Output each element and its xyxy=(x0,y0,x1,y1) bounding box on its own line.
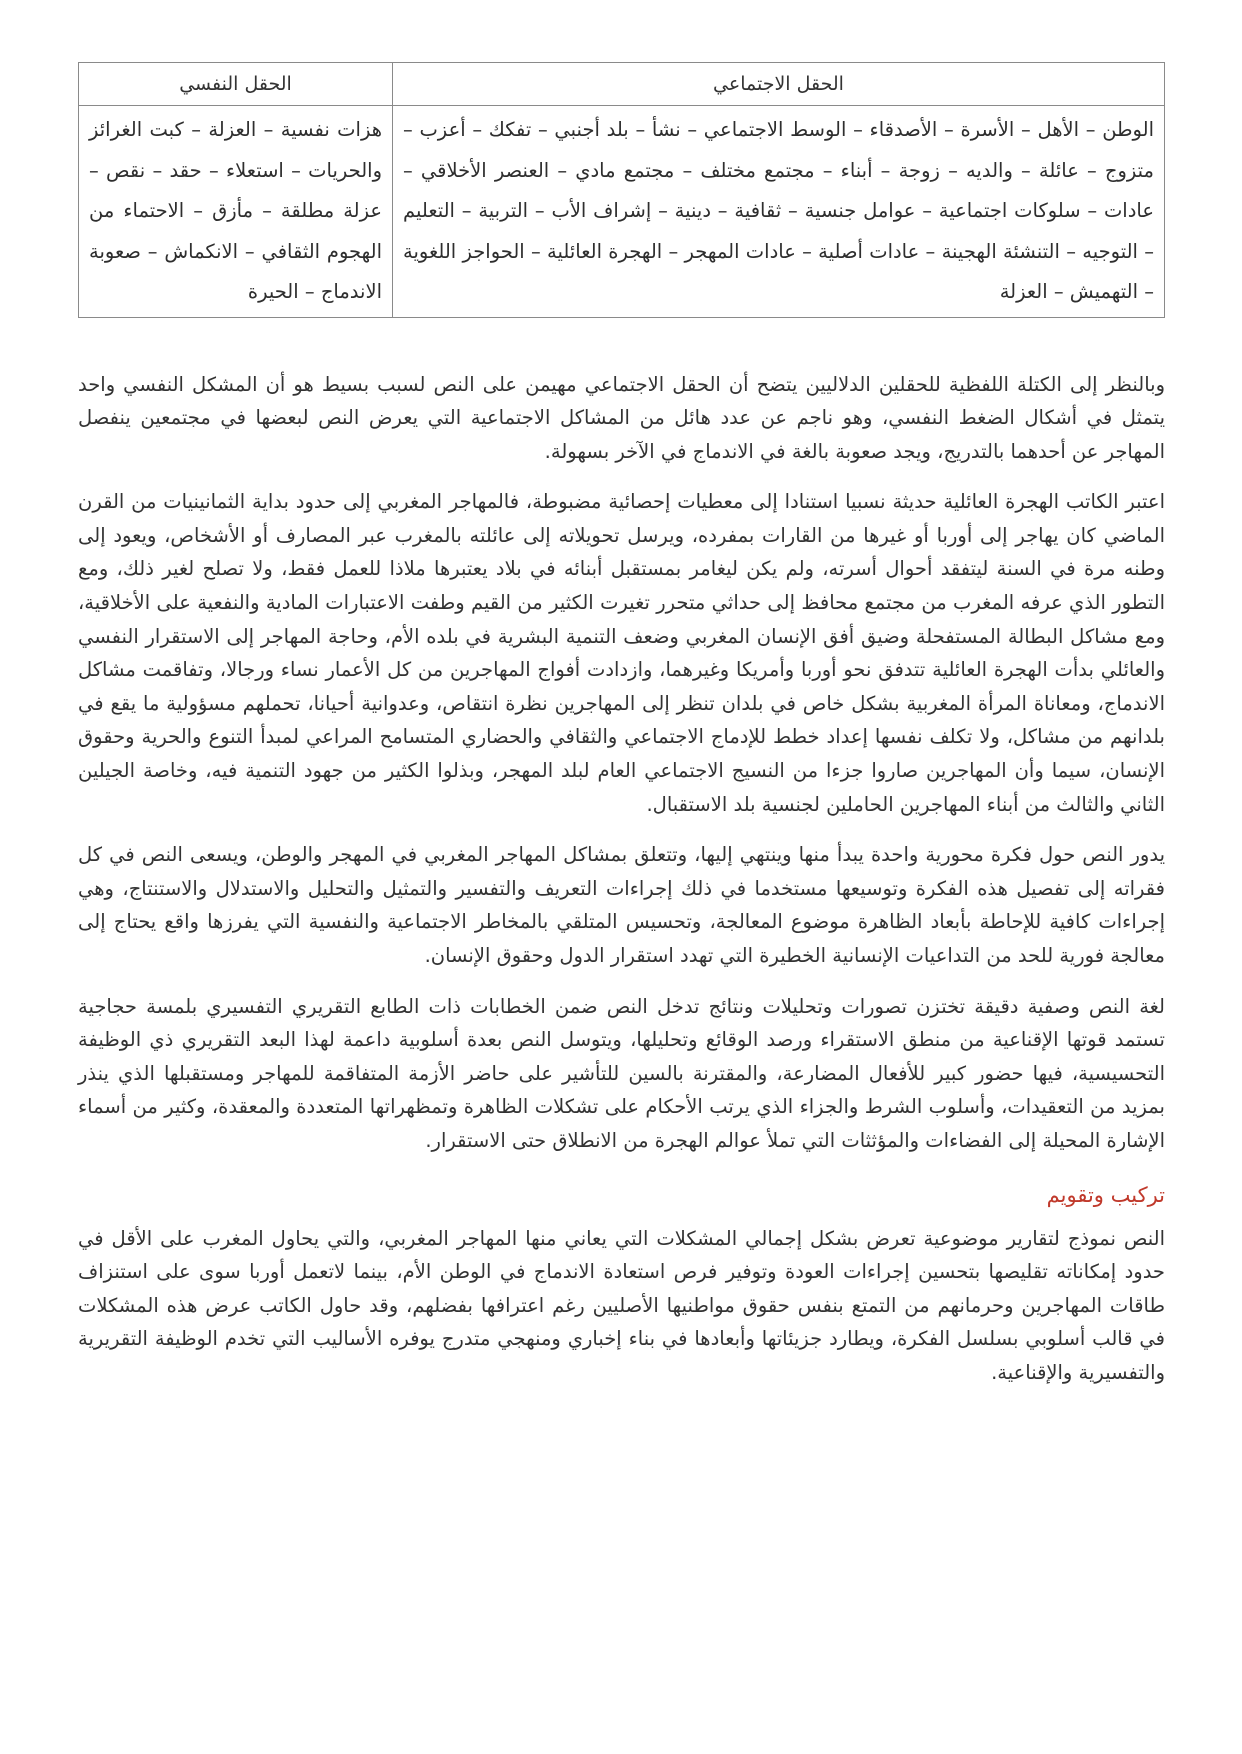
section-heading: تركيب وتقويم xyxy=(1046,1182,1165,1207)
paragraph-language-style: لغة النص وصفية دقيقة تختزن تصورات وتحليلات ونتائج تدخل النص ضمن الخطابات ذات الطابع التقريري التفسيري بلمسة حجاجية تستمد قوتها الإقناعية من منطق الاستقراء ورصد الوقائع وتحليلها، ويتوسل النص بعدة أسلوبية داعمة لهذا البعد التقريري ذي الوظيفة التحسيسية، فيها حضور كبير للأفعال المضارعة، والمقترنة بالسين للتأشير على حاضر الأزمة المتفاقمة للمهاجر ومستقبلها الذي ينذر بمزيد من التعقيدات، وأسلوب الشرط والجزاء الذي يرتب الأحكام على تشكلات الظاهرة وتمظهراتها المتعددة والمعقدة، وكثير من أسماء الإشارة المحيلة إلى الفضاءات والمؤثثات التي تملأ عوالم الهجرة من الانطلاق حتى الاستقرار. xyxy=(78,994,1165,1152)
paragraph-lexical-analysis: وبالنظر إلى الكتلة اللفظية للحقلين الدلاليين يتضح أن الحقل الاجتماعي مهيمن على النص لسبب بسيط هو أن المشكل النفسي واحد يتمثل في أشكال الضغط النفسي، وهو ناجم عن عدد هائل من المشاكل الاجتماعية التي يعرض النص لبعضها في مجتمعين ينفصل المهاجر عن أحدهما بالتدريج، ويجد صعوبة بالغة في الاندماج في الآخر بسهولة. xyxy=(78,372,1165,463)
paragraph-synthesis: النص نموذج لتقارير موضوعية تعرض بشكل إجمالي المشكلات التي يعاني منها المهاجر المغربي، والتي يحاول المغرب على الأقل في حدود إمكاناته تقليصها بتحسين إجراءات العودة وتوفير فرص استعادة الاندماج في الوطن الأم، بينما لاتعمل أوربا سوى على استنزاف طاقات المهاجرين وحرمانهم من التمتع بنفس حقوق مواطنيها الأصليين رغم اعترافها بفضلهم، وقد حاول الكاتب عرض هذه المشكلات في قالب أسلوبي بسلسل الفكرة، ويطارد جزيئاتها وأبعادها في بناء إخباري ومنهجي متدرج يوفره الأساليب التي تخدم الوظيفة التقريرية والتفسيرية والإقناعية. xyxy=(78,1226,1165,1384)
paragraph-family-migration: اعتبر الكاتب الهجرة العائلية حديثة نسبيا استنادا إلى معطيات إحصائية مضبوطة، فالمهاجر المغربي إلى حدود بداية الثمانينيات من القرن الماضي كان يهاجر إلى أوربا أو غيرها من القارات بمفرده، ويرسل تحويلاته إلى عائلته بالمغرب عبر المصارف أو الأشخاص، ويعود إلى وطنه مرة في السنة ليتفقد أحوال أسرته، ولم يكن ليغامر بمستقبل أبنائه في بلاد يعتبرها ملاذا للعمل فقط، ولا تصلح لغير ذلك، ومع التطور الذي عرفه المغرب من مجتمع محافظ إلى حداثي متحرر تغيرت الكثير من القيم وطفت الاعتبارات المادية والنفعية على الأخلاقية، ومع مشاكل البطالة المستفحلة وضيق أفق الإنسان المغربي وضعف التنمية البشرية في بلده الأم، وحاجة المهاجر إلى الاستقرار النفسي والعائلي بدأت الهجرة العائلية تتدفق نحو أوربا وأمريكا وغيرهما، وازدادت أفواج المهاجرين من كل الأعمار نساء ورجالا، وتفاقمت مشاكل الاندماج، ومعاناة المرأة المغربية بشكل خاص في بلدان تنظر إلى المهاجرين نظرة انتقاص، وعدوانية أحيانا، تحملهم مسؤولية ما يقع في بلدانهم من مشاكل، ولا تكلف نفسها إعداد خطط للإدماج الاجتماعي والثقافي والحضاري المتسامح المراعي لمبدأ التنوع والحرية وحقوق الإنسان، سيما وأن المهاجرين صاروا جزءا من النسيج الاجتماعي العام لبلد المهجر، وبذلوا الكثير من جهود التنمية فيه، وخاصة الجيلين الثاني والثالث من أبناء المهاجرين الحاملين لجنسية بلد الاستقبال. xyxy=(78,490,1165,816)
body-text xyxy=(78,368,1165,1390)
header-social-field: الحقل الاجتماعي xyxy=(393,63,1165,106)
document-page xyxy=(78,62,1165,1407)
social-field-terms: الوطن – الأهل – الأسرة – الأصدقاء – الوسط الاجتماعي – نشأ – بلد أجنبي – تفكك – أعزب – متزوج – عائلة – والديه – زوجة – أبناء – مجتمع مختلف – مجتمع مادي – العنصر الأخلاقي – عادات – سلوكات اجتماعية – عوامل جنسية – ثقافية – دينية – إشراف الأب – التربية – التعليم – التوجيه – التنشئة الهجينة – عادات أصلية – عادات المهجر – الهجرة العائلية – الحواجز اللغوية – التهميش – العزلة xyxy=(393,106,1165,318)
table-header-row xyxy=(79,63,1165,106)
semantic-fields-table xyxy=(78,62,1165,318)
table-row xyxy=(79,106,1165,318)
paragraph-central-idea: يدور النص حول فكرة محورية واحدة يبدأ منها وينتهي إليها، وتتعلق بمشاكل المهاجر المغربي في المهجر والوطن، ويسعى النص في كل فقراته إلى تفصيل هذه الفكرة وتوسيعها مستخدما في ذلك إجراءات التعريف والتفسير والتمثيل والتحليل والاستدلال والاستنتاج، وهي إجراءات كافية للإحاطة بأبعاد الظاهرة موضوع المعالجة، وتحسيس المتلقي بالمخاطر الاجتماعية والنفسية التي يفرزها واقع يحتاج إلى معالجة فورية للحد من التداعيات الإنسانية الخطيرة التي تهدد استقرار الدول وحقوق الإنسان. xyxy=(78,843,1165,967)
header-psychological-field: الحقل النفسي xyxy=(79,63,393,106)
psychological-field-terms: هزات نفسية – العزلة – كبت الغرائز والحريات – استعلاء – حقد – نقص – عزلة مطلقة – مأزق – الاحتماء من الهجوم الثقافي – الانكماش – صعوبة الاندماج – الحيرة xyxy=(79,106,393,318)
